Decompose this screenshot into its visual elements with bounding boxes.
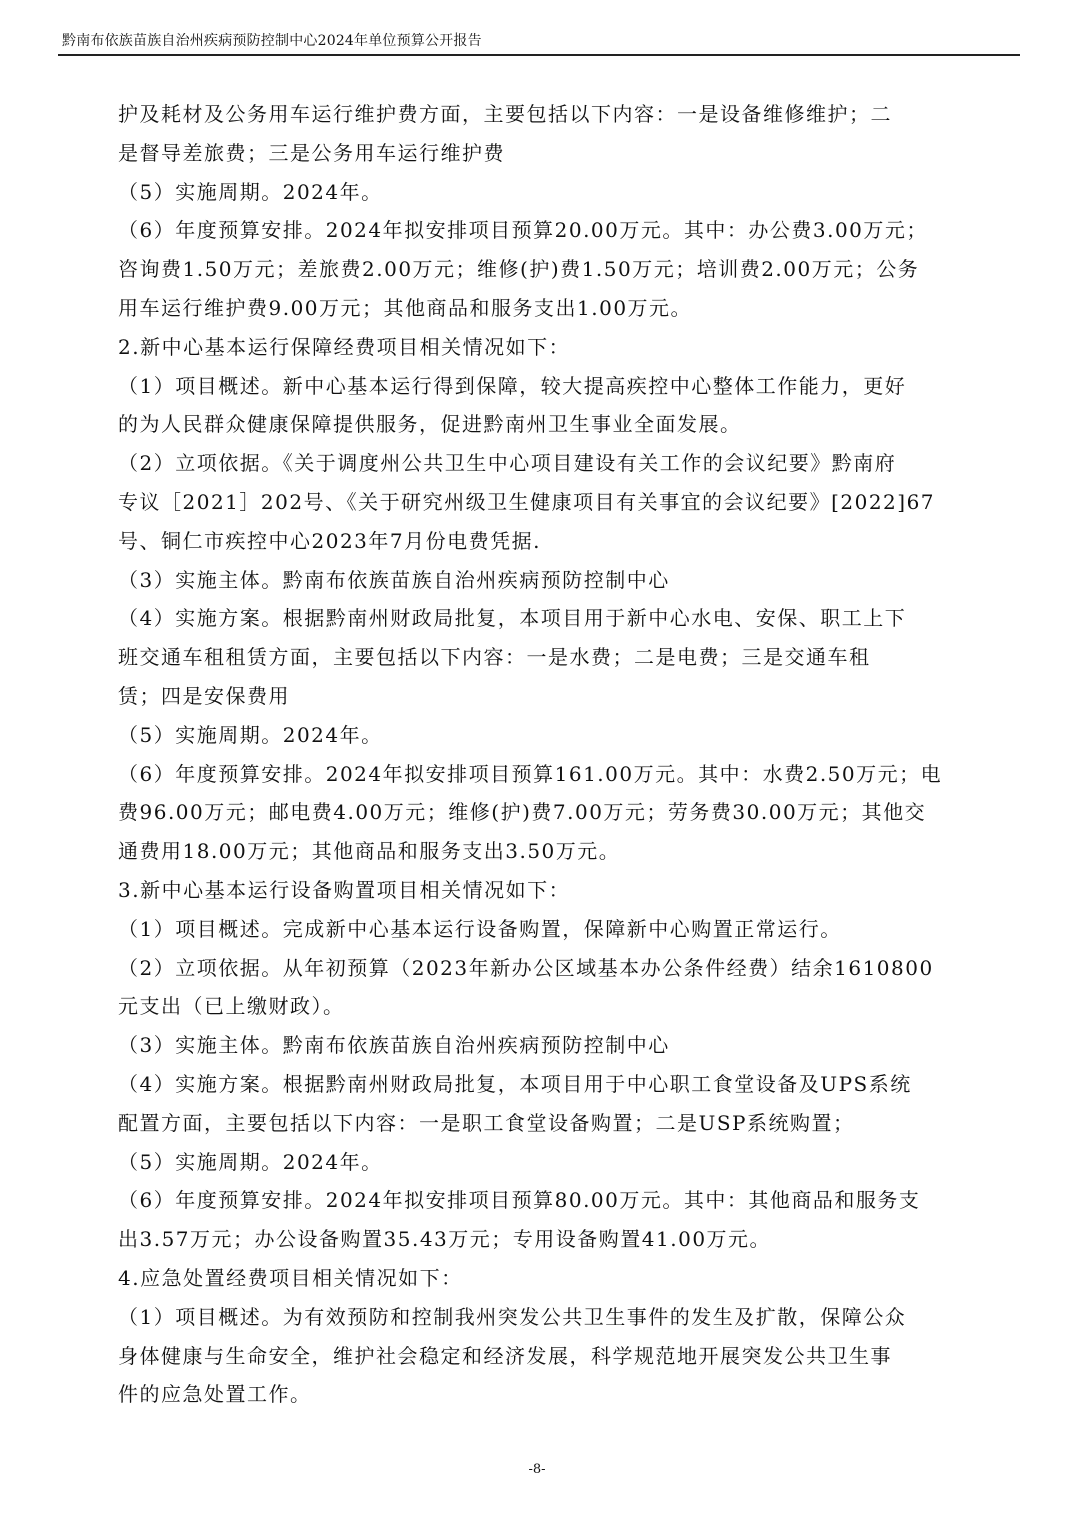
page-header-title: 黔南布依族苗族自治州疾病预防控制中心2024年单位预算公开报告 [62,33,482,49]
body-line: （3）实施主体。黔南布依族苗族自治州疾病预防控制中心 [118,1033,670,1058]
body-line: （1）项目概述。为有效预防和控制我州突发公共卫生事件的发生及扩散，保障公众 [118,1304,907,1329]
body-line: 费96.00万元；邮电费4.00万元；维修(护)费7.00万元；劳务费30.00万元；其他交 [118,800,927,825]
body-line: 出3.57万元；办公设备购置35.43万元；专用设备购置41.00万元。 [118,1227,772,1252]
body-line: 咨询费1.50万元；差旅费2.00万元；维修(护)费1.50万元；培训费2.00万元；公务 [118,257,920,282]
body-line: 身体健康与生命安全，维护社会稳定和经济发展，科学规范地开展突发公共卫生事 [118,1343,892,1368]
body-line: （5）实施周期。2024年。 [118,722,383,747]
page-number: -8- [528,1462,546,1477]
body-line: 元支出（已上缴财政）。 [118,994,345,1019]
body-line: （2）立项依据。从年初预算（2023年新办公区域基本办公条件经费）结余1610800 [118,955,934,980]
body-line: （1）项目概述。完成新中心基本运行设备购置，保障新中心购置正常运行。 [118,916,842,941]
body-line: （4）实施方案。根据黔南州财政局批复，本项目用于中心职工食堂设备及UPS系统 [118,1071,912,1096]
body-line: 通费用18.00万元；其他商品和服务支出3.50万元。 [118,839,621,864]
body-line: （6）年度预算安排。2024年拟安排项目预算161.00万元。其中：水费2.50万元；电 [118,761,943,786]
body-line: （2）立项依据。《关于调度州公共卫生中心项目建设有关工作的会议纪要》黔南府 [118,451,897,476]
body-line: 赁；四是安保费用 [118,683,290,708]
body-line: 是督导差旅费；三是公务用车运行维护费 [118,140,505,165]
body-line: 护及耗材及公务用车运行维护费方面，主要包括以下内容：一是设备维修维护；二 [118,102,892,126]
body-line: （6）年度预算安排。2024年拟安排项目预算80.00万元。其中：其他商品和服务支 [118,1188,921,1213]
document-body [118,95,950,1414]
body-line: （1）项目概述。新中心基本运行得到保障，较大提高疾控中心整体工作能力，更好 [118,373,907,398]
section-heading: 3.新中心基本运行设备购置项目相关情况如下： [118,877,571,902]
body-line: （3）实施主体。黔南布依族苗族自治州疾病预防控制中心 [118,567,670,592]
body-line: 班交通车租租赁方面，主要包括以下内容：一是水费；二是电费；三是交通车租 [118,645,871,670]
body-line: 用车运行维护费9.00万元；其他商品和服务支出1.00万元。 [118,295,693,320]
body-line: 配置方面，主要包括以下内容：一是职工食堂设备购置；二是USP系统购置； [118,1110,855,1135]
body-line: 专议［2021］202号、《关于研究州级卫生健康项目有关事宜的会议纪要》[2022]67 [118,489,936,514]
section-heading: 4.应急处置经费项目相关情况如下： [118,1265,463,1290]
body-line: （6）年度预算安排。2024年拟安排项目预算20.00万元。其中：办公费3.00万元； [118,218,928,243]
body-line: 件的应急处置工作。 [118,1382,312,1407]
body-line: （5）实施周期。2024年。 [118,1149,383,1174]
body-line: 的为人民群众健康保障提供服务，促进黔南州卫生事业全面发展。 [118,412,742,437]
header-divider [58,54,1020,56]
body-line: 号、铜仁市疾控中心2023年7月份电费凭据. [118,528,541,553]
body-line: （4）实施方案。根据黔南州财政局批复，本项目用于新中心水电、安保、职工上下 [118,606,907,631]
section-heading: 2.新中心基本运行保障经费项目相关情况如下： [118,334,571,359]
body-line: （5）实施周期。2024年。 [118,179,383,204]
